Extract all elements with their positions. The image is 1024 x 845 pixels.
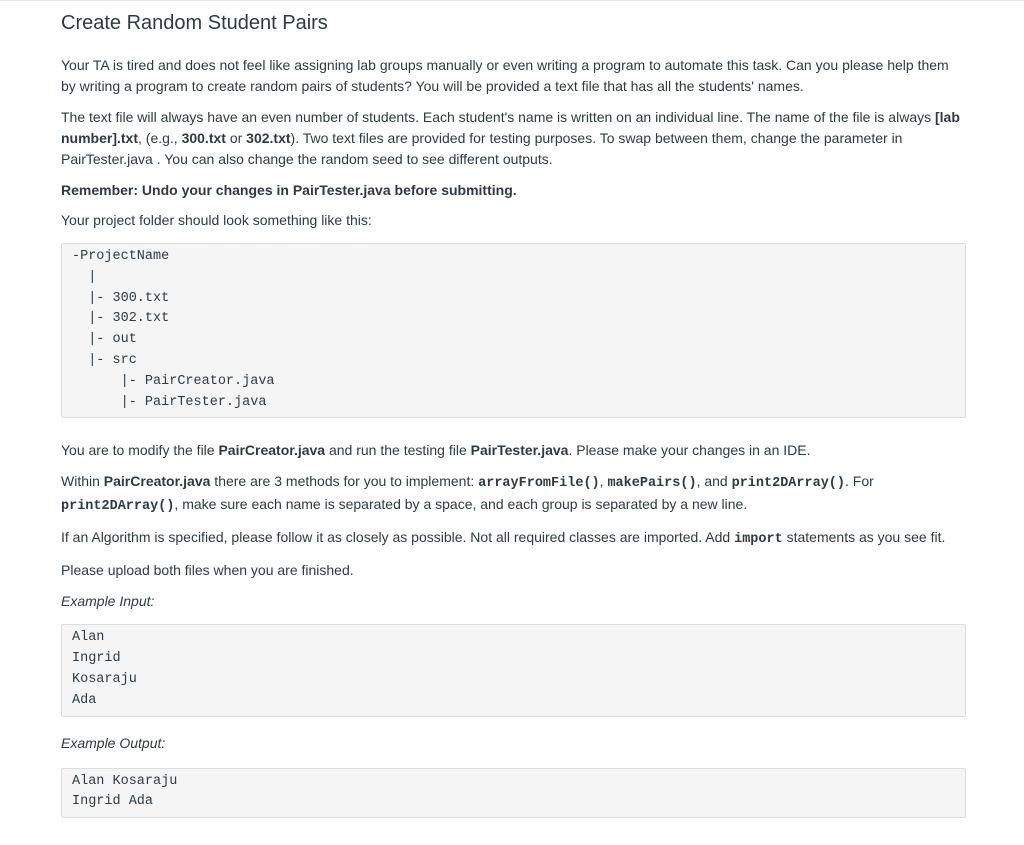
- tree-line: |- 302.txt: [72, 311, 170, 327]
- method-print2DArray: print2DArray(): [731, 476, 846, 492]
- filename-302: 302.txt: [246, 130, 291, 146]
- tree-line: |- 300.txt: [72, 290, 170, 306]
- tree-line: |- PairTester.java: [72, 394, 267, 410]
- example-output-label: Example Output:: [61, 734, 166, 751]
- input-line: Alan: [72, 630, 105, 646]
- methods-paragraph: Within PairCreator.java there are 3 methods for you to implement: arrayFromFile(), makePairs(), and print2DArray(). For print2DArray(), make sure each name is separated by a space, and each group is separated by a new line.: [61, 473, 874, 515]
- assignment-content: [61, 10, 966, 834]
- tree-line: -ProjectName: [72, 249, 170, 264]
- tree-line: |- out: [72, 332, 137, 348]
- input-line: Ada: [72, 692, 97, 708]
- filename-300: 300.txt: [181, 130, 226, 146]
- top-divider: [0, 0, 1024, 1]
- method-print2DArray-ref: print2DArray(): [61, 499, 175, 515]
- example-input-label: Example Input:: [61, 593, 155, 610]
- output-line: Alan Kosaraju: [72, 773, 178, 789]
- intro-paragraph: Your TA is tired and does not feel like assigning lab groups manually or even writing a program to automate this task. Can you please help them by writing a program to create random pairs of students? You will be provided a text file that has all the students' names.: [61, 57, 949, 94]
- remember-note: Remember: Undo your changes in PairTester.java before submitting.: [61, 182, 517, 198]
- example-input-block: [61, 624, 966, 716]
- modify-paragraph: You are to modify the file PairCreator.java and run the testing file PairTester.java. Please make your changes in an IDE.: [61, 442, 811, 459]
- project-tree-block: [61, 243, 966, 418]
- tree-line: |: [72, 269, 97, 285]
- output-line: Ingrid Ada: [72, 794, 154, 810]
- import-keyword: import: [734, 532, 783, 548]
- upload-paragraph: Please upload both files when you are finished.: [61, 562, 354, 579]
- file-format-paragraph: The text file will always have an even number of students. Each student's name is written on an individual line. The name of the file is always [lab number].txt, (e.g., 300.txt or 302.txt). Two text files are provided for testing purposes. To swap between them, change the parameter in PairTester.java . You can also change the random seed to see different outputs.: [61, 109, 960, 167]
- method-arrayFromFile: arrayFromFile(): [478, 476, 600, 492]
- algorithm-paragraph: If an Algorithm is specified, please follow it as closely as possible. Not all required classes are imported. Add import statements as you see fit.: [61, 529, 946, 548]
- input-line: Kosaraju: [72, 671, 137, 687]
- example-output-block: [61, 768, 966, 819]
- page-title: Create Random Student Pairs: [61, 12, 328, 34]
- lab-number-filename: [lab number].txt: [61, 109, 960, 146]
- input-line: Ingrid: [72, 651, 121, 667]
- tree-line: |- src: [72, 352, 137, 368]
- tree-line: |- PairCreator.java: [72, 373, 275, 389]
- method-makePairs: makePairs(): [607, 476, 697, 492]
- folder-intro: Your project folder should look something like this:: [61, 212, 372, 228]
